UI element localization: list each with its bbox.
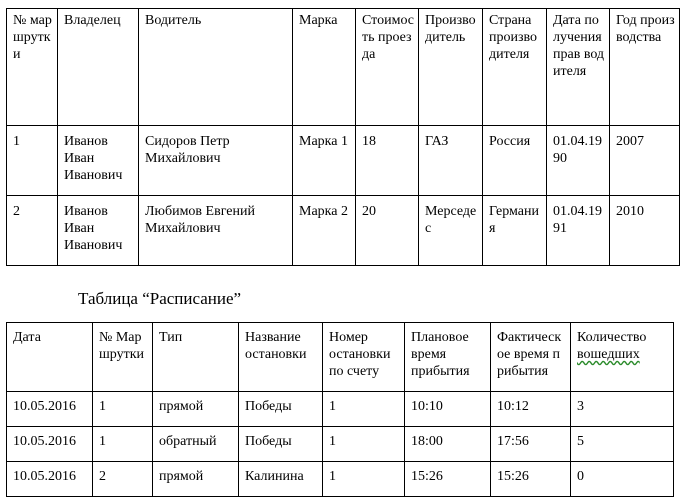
cell: Иванов Иван Иванович	[58, 126, 139, 196]
cell: Россия	[483, 126, 547, 196]
cell: 1	[93, 427, 153, 462]
header-fare: Стоимость проезда	[356, 9, 419, 126]
header-manufacturer-country: Страна производителя	[483, 9, 547, 126]
header-route-number: № Маршрутки	[93, 323, 153, 392]
cell: 1	[323, 427, 405, 462]
cell: 2	[93, 462, 153, 497]
table-row	[7, 427, 674, 462]
cell: 10.05.2016	[7, 392, 93, 427]
cell: 1	[93, 392, 153, 427]
cell: ГАЗ	[419, 126, 483, 196]
cell: 20	[356, 196, 419, 266]
schedule-header-row	[7, 323, 674, 392]
header-actual-time: Фактическое время прибытия	[491, 323, 571, 392]
cell: Германия	[483, 196, 547, 266]
table-row	[7, 196, 680, 266]
passengers-header-text: Количество вошедших	[577, 330, 647, 362]
header-date: Дата	[7, 323, 93, 392]
cell: Победы	[239, 427, 323, 462]
schedule-caption: Таблица “Расписание”	[78, 289, 242, 308]
cell: 10.05.2016	[7, 427, 93, 462]
header-stop-number: Номер остановки по счету	[323, 323, 405, 392]
spellcheck-underline: вошедших	[577, 347, 640, 362]
cell: 2007	[610, 126, 680, 196]
cell: 2	[7, 196, 58, 266]
header-brand: Марка	[293, 9, 356, 126]
cell: 1	[7, 126, 58, 196]
cell: Сидоров Петр Михайлович	[139, 126, 293, 196]
cell: 10.05.2016	[7, 462, 93, 497]
cell: 15:26	[491, 462, 571, 497]
table-row	[7, 392, 674, 427]
header-type: Тип	[153, 323, 239, 392]
cell: 18	[356, 126, 419, 196]
header-stop-name: Название остановки	[239, 323, 323, 392]
cell: 5	[571, 427, 674, 462]
cell: 10:10	[405, 392, 491, 427]
cell: 1	[323, 392, 405, 427]
cell: обратный	[153, 427, 239, 462]
header-driver: Водитель	[139, 9, 293, 126]
cell: 01.04.1990	[547, 126, 610, 196]
cell: 18:00	[405, 427, 491, 462]
cell: Любимов Евгений Михайлович	[139, 196, 293, 266]
header-route-number: № маршрутки	[7, 9, 58, 126]
cell: 2010	[610, 196, 680, 266]
cell: Марка 1	[293, 126, 356, 196]
cell: 1	[323, 462, 405, 497]
cell: прямой	[153, 392, 239, 427]
schedule-table	[6, 322, 674, 497]
cell: 0	[571, 462, 674, 497]
cell: Иванов Иван Иванович	[58, 196, 139, 266]
cell: Марка 2	[293, 196, 356, 266]
header-license-date: Дата получения прав водителя	[547, 9, 610, 126]
table-row	[7, 126, 680, 196]
cell: 10:12	[491, 392, 571, 427]
cell: 17:56	[491, 427, 571, 462]
routes-table	[6, 8, 680, 266]
header-owner: Владелец	[58, 9, 139, 126]
cell: Мерседес	[419, 196, 483, 266]
cell: Калинина	[239, 462, 323, 497]
table-row	[7, 462, 674, 497]
header-manufacturer: Производитель	[419, 9, 483, 126]
header-production-year: Год производства	[610, 9, 680, 126]
cell: 01.04.1991	[547, 196, 610, 266]
cell: Победы	[239, 392, 323, 427]
header-passengers	[571, 323, 674, 392]
cell: 15:26	[405, 462, 491, 497]
cell: 3	[571, 392, 674, 427]
header-planned-time: Плановое время прибытия	[405, 323, 491, 392]
routes-header-row	[7, 9, 680, 126]
cell: прямой	[153, 462, 239, 497]
